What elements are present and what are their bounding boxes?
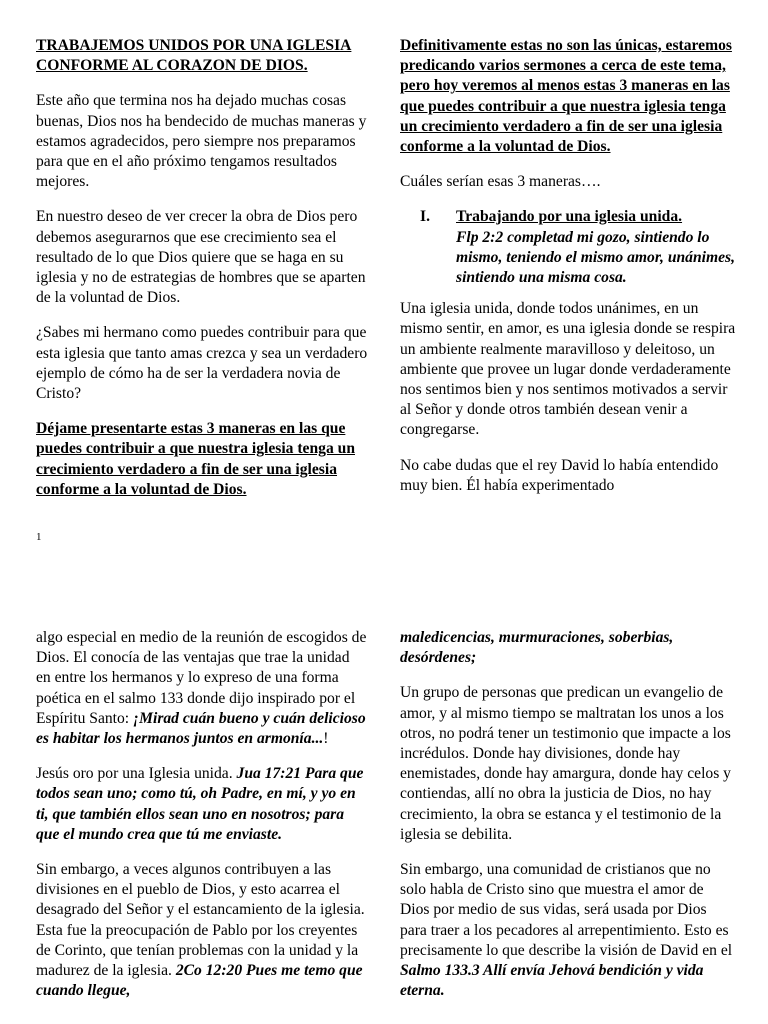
bible-reference: 2Co 12:20 Pues me temo que cuando llegue, — [36, 962, 363, 1000]
paragraph — [36, 764, 368, 845]
bible-verse: maledicencias, murmuraciones, soberbias, desórdenes; — [400, 629, 674, 667]
bible-verse: Flp 2:2 completad mi gozo, sintiendo lo mismo, teniendo el mismo amor, unánimes, sintiendo una misma cosa. — [456, 228, 735, 287]
psalm-quote: ¡Mirad cuán bueno y cuán delicioso es habitar los hermanos juntos en armonía... — [36, 709, 366, 748]
page2-left-column — [36, 628, 368, 1016]
section-title: Trabajando por una iglesia unida. — [456, 208, 683, 226]
paragraph — [36, 628, 368, 749]
document-title: TRABAJEMOS UNIDOS POR UNA IGLESIA CONFORME AL CORAZON DE DIOS. — [36, 37, 352, 75]
bible-verse: Salmo 133.3 Allí envía Jehová bendición y vida eterna. — [400, 962, 704, 1000]
page-number: 1 — [36, 531, 42, 543]
emphasis-paragraph: Definitivamente estas no son las únicas, estaremos predicando varios sermones a cerca de este tema, pero hoy veremos al menos estas 3 maneras en las que puedes contribuir a que nuestra iglesia tenga un crecimiento verdadero a fin de ser una iglesia conforme a la voluntad de Dios. — [400, 37, 732, 156]
paragraph-text: algo especial en medio de la reunión de escogidos de Dios. El conocía de las ventajas que trae la unidad en entre los hermanos y lo expreso de una forma poética en el salmo 133 donde dijo inspirado por el Espíritu Santo: — [36, 629, 367, 727]
paragraph: Este año que termina nos ha dejado muchas cosas buenas, Dios nos ha bendecido de muchas maneras y estamos agradecidos, pero siempre nos preparamos para que en el año próximo tengamos resultados mejores. — [36, 92, 367, 191]
paragraph: ¿Sabes mi hermano como puedes contribuir para que esta iglesia que tanto amas crezca y sea un verdadero ejemplo de cómo ha de ser la verdadera novia de Cristo? — [36, 324, 368, 403]
paragraph — [36, 860, 368, 1001]
page2-right-column — [400, 628, 736, 1016]
page1-right-column — [400, 36, 736, 511]
paragraph: Un grupo de personas que predican un evangelio de amor, y al mismo tiempo se maltratan los unos a los otros, no podrá tener un testimonio que impacte a los incrédulos. Donde hay divisiones, donde hay enemistades, donde hay amargura, donde hay celos y contiendas, allí no obra la justicia de Dios, no hay crecimiento, la obra se estanca y el testimonio de la iglesia se debilita. — [400, 684, 731, 843]
emphasis-paragraph: Déjame presentarte estas 3 maneras en las que puedes contribuir a que nuestra iglesia tenga un crecimiento verdadero a fin de ser una iglesia conforme a la voluntad de Dios. — [36, 420, 355, 498]
paragraph-text: Sin embargo, a veces algunos contribuyen a las divisiones en el pueblo de Dios, y esto acarrea el desagrado del Señor y el estancamiento de la iglesia. Esta fue la preocupación de Pablo por los creyentes de Corinto, que tenían problemas con la unidad y la madurez de la iglesia. — [36, 861, 365, 980]
roman-numeral: I. — [420, 208, 430, 226]
paragraph: En nuestro deseo de ver crecer la obra de Dios pero debemos asegurarnos que ese crecimiento sea el resultado de lo que Dios quiere que se haga en su iglesia y no de estrategias de hombres que se aparten de la voluntad de Dios. — [36, 208, 366, 307]
page1-left-column — [36, 36, 368, 515]
paragraph — [400, 860, 736, 1001]
bible-verse: Jua 17:21 Para que todos sean uno; como tú, oh Padre, en mí, y yo en ti, que también ellos sean uno en nosotros; para que el mundo crea que tú me enviaste. — [36, 765, 364, 843]
paragraph: No cabe dudas que el rey David lo había entendido muy bien. Él había experimentado — [400, 456, 719, 494]
paragraph-text: Sin embargo, una comunidad de cristianos que no solo habla de Cristo sino que muestra el amor de Dios por medio de sus vidas, será usada por Dios para traer a los pecadores al arrepentimiento. Esto es precisamente lo que describe la visión de David en el — [400, 861, 733, 959]
paragraph: Cuáles serían esas 3 maneras…. — [400, 173, 601, 191]
exclamation: ! — [323, 730, 329, 748]
paragraph: Una iglesia unida, donde todos unánimes, en un mismo sentir, en amor, es una iglesia donde se respira un ambiente realmente maravilloso y deleitoso, un ambiente que provee un lugar donde verdaderamente nos sentimos bien y nos sentimos motivados a servir al Señor y donde otros también desean venir a congregarse. — [400, 300, 736, 439]
paragraph-text: Jesús oro por una Iglesia unida. — [36, 765, 233, 783]
roman-list-item — [400, 207, 736, 288]
